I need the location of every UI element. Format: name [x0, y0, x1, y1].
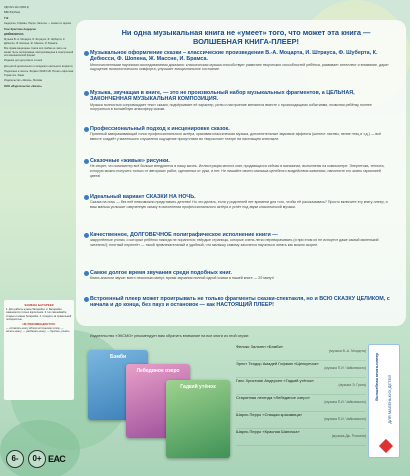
feature-body: закруглённые уголки, о которые ребёнок никогда не поранится; твёрдые страницы, которые очень легко переворачивать (и при этом их не испортит даже самый маленький читатель!); плотный переплёт — такой привлекательный и удобный, что малышу самому захочется научиться читать как можно скорее.: [90, 238, 379, 247]
series-row: [236, 361, 366, 378]
imprint-line: ДЮЙМОВОЧКА: [4, 33, 24, 37]
series-row: [236, 412, 366, 429]
series-title: Шарль Перро «Спящая красавица»: [236, 412, 303, 417]
series-music: (музыка П.И. Чайковского): [324, 400, 366, 404]
series-list: [236, 344, 366, 446]
series-title: Эрнст Теодор Амадей Гофман «Щелкунчик»: [236, 361, 319, 366]
feature-item: [90, 50, 392, 72]
imprint-line: Гаос Кристиан Андерсен: [4, 27, 36, 31]
warning-text: 1. Для работы нужны батарейки. 2. Батарейки заменяются только взрослыми. 3. Не смешивайте старые и новые батарейки. 4. Следите за правильной полярностью.: [6, 308, 72, 321]
eac-mark: ЕАС: [48, 454, 66, 464]
imprint-line: Подписано в печать. Формат 60x84 1/8. Печать офсетная. Тираж экз. Заказ: [4, 70, 74, 77]
ribbon-subtitle: ДЛЯ МАЛЕНЬКИХ ДЕТЕЙ: [387, 375, 392, 424]
series-music: (музыка Э. Грига): [338, 383, 366, 387]
imprint-line: ООО «Издательство «Эксмо»: [4, 84, 42, 88]
book-cover-title: Лебединое озеро: [136, 368, 180, 374]
feature-body: Книги-аналоги звучат всего несколько минут, время звучания полной одной сказки в нашей книге — 20 минут!: [90, 276, 275, 281]
age-rating-6-badge: 6-: [6, 450, 24, 468]
bullet-icon: [84, 91, 89, 96]
feature-title: Профессиональный подход к инсценировке сказок.: [90, 126, 230, 132]
bullet-icon: [84, 271, 89, 276]
imprint-line: Издательство «Эксмо», Москва: [4, 79, 43, 83]
feature-item: [90, 232, 392, 248]
bullet-icon: [84, 159, 89, 164]
imprint-line: УДК 821.112.2(082.2): [4, 6, 30, 9]
bullet-icon: [84, 297, 89, 302]
feature-item: [90, 90, 392, 112]
feature-title: Сказочные «живые» рисунки.: [90, 158, 170, 164]
imprint-line: Для детей дошкольного и младшего школьного возраста: [4, 64, 73, 68]
series-title: Старинная легенда «Лебединое озеро»: [236, 395, 310, 400]
feature-body: Многочисленными научными исследованиями доказано: классическая музыка способствует развитию творческих способностей ребёнка, развивает интеллект и внимание, дарит ощущение психологического комфорта, улучшает эмоциональное состояние.: [90, 62, 389, 72]
warning-title: ЗАМЕНА БАТАРЕЕК: [24, 303, 54, 307]
bullet-icon: [84, 195, 89, 200]
series-title: Шарль Перро «Красная Шапочка»: [236, 429, 300, 434]
ribbon-title: Волшебная книга-плеер: [374, 353, 379, 401]
feature-body: Сказка на ночь — без неё невозможно представить детство! Но что делать, если у родителей нет времени для того, чтобы её рассказывать? Просто включите эту книгу-плеер, и ваш малыш услышит озвученную сказку в исполнении профессионального актёра и уснёт под звуки классической музыки.: [90, 200, 388, 209]
series-title: Феликс Зальтен «Бэмби»: [236, 344, 284, 349]
feature-title: Музыкальное оформление сказки – классические произведения В.-А. Моцарта, И. Штрауса, Ф. Шуберта, К. Дебюсси, Ф. Шопена, Ж. Массне, И. Брамса.: [90, 50, 378, 63]
feature-title: Самое долгое время звучания среди подобных книг.: [90, 270, 232, 276]
feature-title: Идеальный вариант СКАЗКИ НА НОЧЬ.: [90, 194, 196, 200]
series-row: [236, 395, 366, 412]
feature-body: Не секрет, что компьютер всё больше внедряется в нашу жизнь. Иллюстрации многих книг, продающихся сейчас в магазинах, выполнены на компьютере. Энергетика, теплота, которую можно получить только от авторских работ, сделанных от руки, и нет. Не лишайте своего малыша целебного воздействия живописи, наполните его жизнь гармонией цвета!: [90, 164, 385, 178]
book-cover-title: Бэмби: [109, 354, 127, 360]
bullet-icon: [84, 51, 89, 56]
series-ribbon: [368, 344, 400, 458]
battery-warning-box: [4, 300, 74, 400]
series-intro: Издательство «ЭКСМО» рекомендует вам обратить внимание на все книги из этой серии:: [90, 334, 250, 338]
book-cover-title: Гадкий утёнок: [180, 384, 216, 390]
feature-item: [90, 126, 392, 142]
feature-item: [90, 158, 392, 178]
series-music: (музыка П.И. Чайковского): [324, 366, 366, 370]
feature-item: [90, 194, 392, 210]
age-rating-0-badge: 0+: [28, 450, 46, 468]
not-recommended-text: — оставлять книгу вблизи источников тепла; — мочить книгу; — разбирать книгу; — бросать, ронять.: [6, 327, 71, 334]
imprint-column: [4, 6, 74, 296]
feature-title: Качественное, ДОЛГОВЕЧНОЕ полиграфическое исполнение книги —: [90, 232, 278, 238]
feature-body: Приятный завораживающий голос профессионального актёра, красивая классическая музыка, дополнительные звуковые эффекты (шелест листвы, пение птиц и т.д.) — всё вместе создаёт у маленького слушателя ощущение присутствия во «взрослом» театре на настоящем спектакле.: [90, 132, 382, 141]
imprint-line: Г12: [4, 16, 9, 20]
not-recommended-title: НЕ РЕКОМЕНДУЕТСЯ:: [22, 322, 56, 327]
series-music: (музыка Дж. Россини): [331, 434, 366, 438]
feature-title: Встроенный плеер может проигрывать не только фрагменты сказки-спектакля, но и ВСЮ СКАЗКУ ЦЕЛИКОМ, с начала и до конца, без пауз и остановок — как НАСТОЯЩИЙ ПЛЕЕР!: [90, 296, 390, 309]
imprint-line: Музыка В.-А. Моцарта, И. Штрауса, Ф. Шуберта, К. Дебюсси, Ф. Шопена, Ж. Массне, И. Брамса: [4, 38, 66, 45]
bullet-icon: [84, 233, 89, 238]
imprint-line: Издание для досугового чтения: [4, 59, 43, 63]
feature-title: Музыка, звучащая в книге, — это не произвольный набор музыкальных фрагментов, а ЦЕЛЬНАЯ, ЗАКОНЧЕННАЯ МУЗЫКАЛЬНАЯ КОМПОЗИЦИЯ.: [90, 90, 355, 103]
series-music: (музыка В.-А. Моцарта): [329, 349, 366, 353]
series-row: [236, 429, 366, 446]
series-row: [236, 378, 366, 395]
series-panel: [76, 330, 406, 466]
series-title: Ганс Христиан Андерсен «Гадкий утёнок»: [236, 378, 314, 383]
feature-item: [90, 270, 392, 281]
imprint-line: Все права защищены. Книга или любая ее часть не может быть скопирована, воспроизведена в электронной или механической форме.: [4, 47, 74, 58]
ribbon-corner-icon: [379, 439, 393, 453]
imprint-line: Андерсен, Гофман, Перро, Зальтен — сказки со звуком: [4, 22, 71, 26]
series-music: (музыка П.И. Чайковского): [324, 417, 366, 421]
feature-body: Музыка полностью сопровождает текст сказки, подчёркивает её характер, ритм и настроение меняются вместе с происходящими событиями, позволяя ребёнку полнее погрузиться в волшебную атмосферу сказки.: [90, 102, 372, 112]
headline: Ни одна музыкальная книга не «умеет» того, что может эта книга — ВОЛШЕБНАЯ КНИГА-ПЛЕЕР!: [121, 28, 371, 47]
book-cover-thumbnail: [166, 380, 230, 458]
imprint-line: ББК 84(4Гем): [4, 11, 21, 15]
series-row: [236, 344, 366, 361]
bullet-icon: [84, 127, 89, 132]
feature-item: [90, 296, 392, 309]
